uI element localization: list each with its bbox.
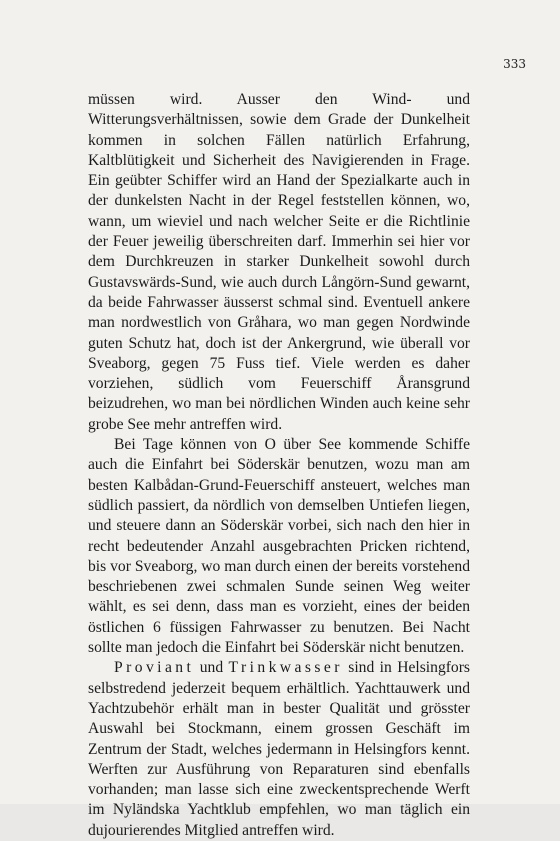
spaced-term-proviant: Proviant — [114, 659, 195, 677]
page-number: 333 — [503, 57, 526, 71]
connector-text: und — [194, 659, 229, 677]
paragraph-1: müssen wird. Ausser den Wind- und Witterungsverhältnissen, sowie dem Grade der Dunkelheit kommen in solchen Fällen natürlich Erfahrung, Kaltblütigkeit und Sicherheit des Navigierenden in Frage. Ein geübter Schiffer wird an Hand der Spezialkarte auch in der dunkelsten Nacht in der Regel feststellen können, wo, wann, um wieviel und nach welcher Seite er die Richtlinie der Feuer jeweilig überschreiten darf. Immerhin sei hier vor dem Durchkreuzen in starker Dunkelheit sowohl durch Gustavswärds-Sund, wie auch durch Långörn-Sund gewarnt, da beide Fahrwasser äusserst schmal sind. Eventuell ankere man nordwestlich von Gråhara, wo man gegen Nordwinde guten Schutz hat, doch ist der Ankergrund, wie überall vor Sveaborg, gegen 75 Fuss tief. Viele werden es daher vorziehen, südlich vom Feuerschiff Åransgrund beizudrehen, wo man bei nördlichen Winden auch keine sehr grobe See mehr antreffen wird. — [88, 91, 470, 433]
spaced-term-trinkwasser: Trinkwasser — [228, 659, 343, 677]
body-text — [88, 90, 470, 841]
paragraph-2: Bei Tage können von O über See kommende Schiffe auch die Einfahrt bei Söderskär benutzen, wozu man am besten Kalbådan-Grund-Feuerschiff ansteuert, welches man südlich passiert, da nördlich von demselben Untiefen liegen, und steuere dann an Söderskär vorbei, sich nach den hier in recht bedeutender Anzahl ausgebrachten Pricken richtend, bis vor Sveaborg, wo man durch einen der bereits vorstehend beschriebenen zwei schmalen Sunde seinen Weg weiter wählt, es sei denn, dass man es vorzieht, eines der beiden östlichen 6 füssigen Fahrwasser zu benutzen. Bei Nacht sollte man jedoch die Einfahrt bei Söderskär nicht benutzen. — [88, 436, 470, 657]
paragraph-3 — [88, 658, 470, 841]
paragraph-3-text: sind in Helsingfors selbstredend jederzeit bequem erhältlich. Yachttauwerk und Yachtzubehör erhält man in bester Qualität und grösster Auswahl bei Stockmann, einem grossen Geschäft im Zentrum der Stadt, welches jedermann in Helsingfors kennt. Werften zur Ausführung von Reparaturen sind ebenfalls vorhanden; man lasse sich eine zweckentsprechende Werft im Nyländska Yachtklub empfehlen, wo man täglich ein dujourierendes Mitglied antreffen wird. — [88, 659, 470, 839]
